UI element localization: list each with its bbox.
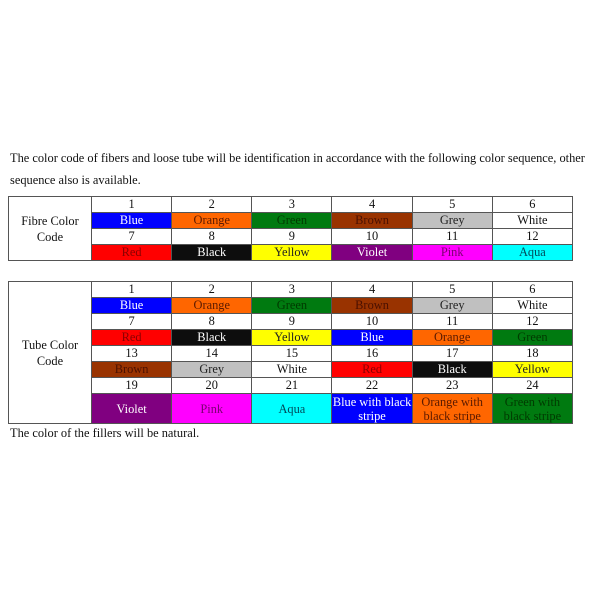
sequence-number-cell: 15 — [252, 346, 332, 362]
color-swatch-cell: Red — [92, 330, 172, 346]
color-swatch-cell: Orange — [172, 213, 252, 229]
sequence-number-cell: 9 — [252, 229, 332, 245]
sequence-number-cell: 7 — [92, 314, 172, 330]
sequence-number-cell: 3 — [252, 197, 332, 213]
color-swatch-cell: Green — [252, 213, 332, 229]
color-swatch-cell: Blue — [332, 330, 412, 346]
color-swatch-cell: Brown — [92, 362, 172, 378]
sequence-number-cell: 5 — [412, 197, 492, 213]
color-swatch-cell: Red — [332, 362, 412, 378]
sequence-number-cell: 1 — [92, 282, 172, 298]
color-swatch-cell: Pink — [412, 245, 492, 261]
color-swatch-cell: Yellow — [492, 362, 572, 378]
sequence-number-cell: 17 — [412, 346, 492, 362]
sequence-number-cell: 4 — [332, 197, 412, 213]
number-row — [9, 314, 573, 330]
color-swatch-cell: Orange with black stripe — [412, 394, 492, 424]
sequence-number-cell: 6 — [492, 282, 572, 298]
color-swatch-cell: Aqua — [252, 394, 332, 424]
color-swatch-cell: Yellow — [252, 330, 332, 346]
color-swatch-cell: Black — [172, 245, 252, 261]
sequence-number-cell: 23 — [412, 378, 492, 394]
color-swatch-cell: Green — [492, 330, 572, 346]
sequence-number-cell: 12 — [492, 314, 572, 330]
color-swatch-cell: Brown — [332, 298, 412, 314]
sequence-number-cell: 2 — [172, 282, 252, 298]
color-swatch-cell: Violet — [332, 245, 412, 261]
color-swatch-cell: Yellow — [252, 245, 332, 261]
color-swatch-cell: Orange — [412, 330, 492, 346]
color-swatch-cell: Aqua — [492, 245, 572, 261]
sequence-number-cell: 11 — [412, 229, 492, 245]
sequence-number-cell: 24 — [492, 378, 572, 394]
color-swatch-cell: Orange — [172, 298, 252, 314]
sequence-number-cell: 13 — [92, 346, 172, 362]
color-swatch-cell: Blue with black stripe — [332, 394, 412, 423]
table-label: Fibre Color Code — [9, 197, 92, 261]
color-row — [9, 330, 573, 346]
sequence-number-cell: 1 — [92, 197, 172, 213]
color-row — [9, 394, 573, 424]
sequence-number-cell: 11 — [412, 314, 492, 330]
tube-color-code-table — [8, 281, 573, 424]
sequence-number-cell: 9 — [252, 314, 332, 330]
color-swatch-cell: White — [492, 213, 572, 229]
number-row — [9, 229, 573, 245]
intro-paragraph: The color code of fibers and loose tube will be identification in accordance with the following color sequence, other sequence also is available. — [10, 151, 585, 187]
sequence-number-cell: 5 — [412, 282, 492, 298]
tube-table-body — [9, 282, 573, 424]
sequence-number-cell: 21 — [252, 378, 332, 394]
sequence-number-cell: 10 — [332, 314, 412, 330]
color-swatch-cell: White — [492, 298, 572, 314]
sequence-number-cell: 16 — [332, 346, 412, 362]
sequence-number-cell: 14 — [172, 346, 252, 362]
sequence-number-cell: 8 — [172, 229, 252, 245]
color-swatch-cell: Black — [412, 362, 492, 378]
color-swatch-cell: Black — [172, 330, 252, 346]
number-row — [9, 378, 573, 394]
color-swatch-cell: Grey — [412, 298, 492, 314]
color-swatch-cell: Grey — [172, 362, 252, 378]
sequence-number-cell: 18 — [492, 346, 572, 362]
sequence-number-cell: 22 — [332, 378, 412, 394]
color-swatch-cell: Green with black stripe — [492, 394, 572, 424]
color-row — [9, 213, 573, 229]
number-row — [9, 346, 573, 362]
number-row — [9, 282, 573, 298]
footer-note: The color of the fillers will be natural. — [10, 426, 200, 440]
color-swatch-cell: Pink — [172, 394, 252, 424]
number-row — [9, 197, 573, 213]
sequence-number-cell: 20 — [172, 378, 252, 394]
color-swatch-cell: Violet — [92, 394, 172, 424]
sequence-number-cell: 4 — [332, 282, 412, 298]
table-label: Tube Color Code — [9, 282, 92, 424]
sequence-number-cell: 12 — [492, 229, 572, 245]
color-swatch-cell: Blue — [92, 213, 172, 229]
sequence-number-cell: 2 — [172, 197, 252, 213]
sequence-number-cell: 8 — [172, 314, 252, 330]
color-row — [9, 362, 573, 378]
color-row — [9, 245, 573, 261]
fibre-color-code-table — [8, 196, 573, 261]
color-swatch-cell: Green — [252, 298, 332, 314]
color-swatch-cell: Brown — [332, 213, 412, 229]
fibre-table-body — [9, 197, 573, 261]
sequence-number-cell: 7 — [92, 229, 172, 245]
color-row — [9, 298, 573, 314]
sequence-number-cell: 10 — [332, 229, 412, 245]
sequence-number-cell: 6 — [492, 197, 572, 213]
color-swatch-cell: Blue — [92, 298, 172, 314]
color-swatch-cell: White — [252, 362, 332, 378]
sequence-number-cell: 3 — [252, 282, 332, 298]
color-swatch-cell: Red — [92, 245, 172, 261]
sequence-number-cell: 19 — [92, 378, 172, 394]
color-swatch-cell: Grey — [412, 213, 492, 229]
